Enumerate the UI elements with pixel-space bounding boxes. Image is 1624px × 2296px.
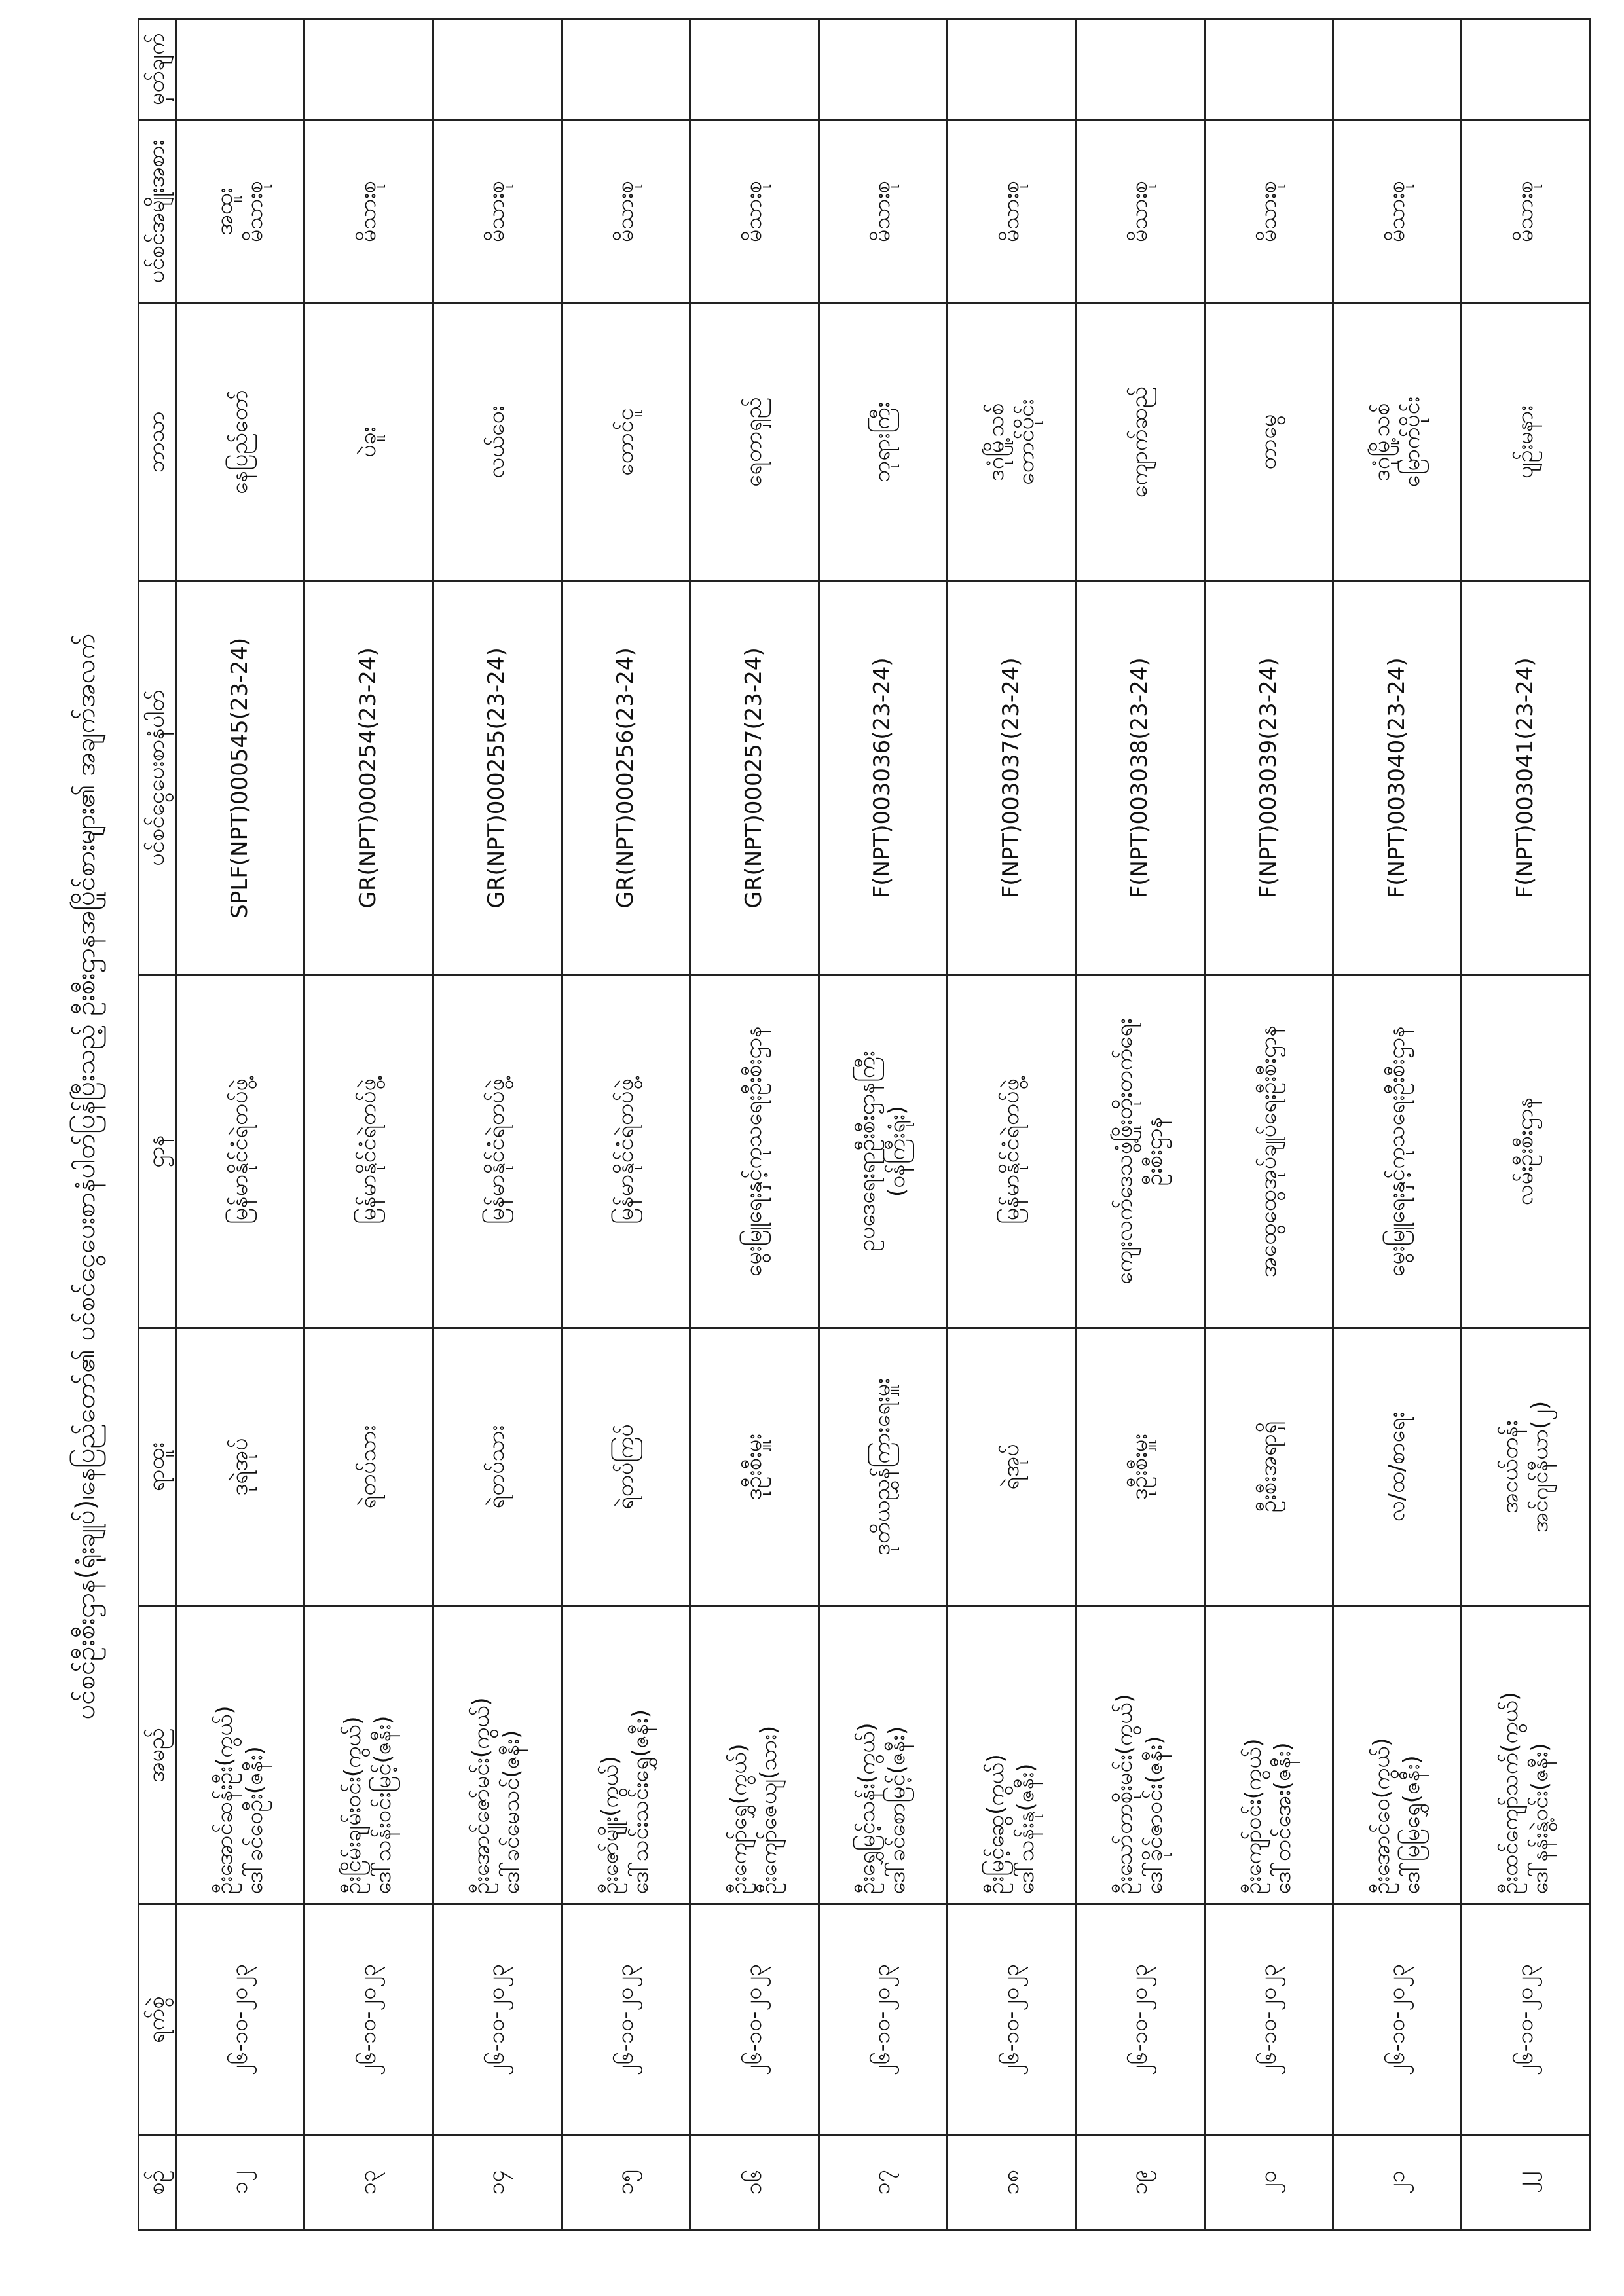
- cell-no: ၂၀: [1204, 2135, 1333, 2229]
- cell-no: ၁၃: [304, 2135, 433, 2229]
- cell-name: ဦးအောင်ဆန်းဦး(ကွယ်) ဒေါ်ခင်ဝေဦး(ဇနီး): [175, 1606, 304, 1904]
- cell-course: ဘုရားကြီး: [819, 303, 947, 581]
- cell-remark: [948, 19, 1076, 120]
- cell-no: ၁၆: [690, 2135, 819, 2229]
- cell-remark: [1076, 19, 1204, 120]
- cell-date: ၂၆-၁၀-၂၀၂၃: [1462, 1904, 1591, 2135]
- cell-no: ၁၉: [1076, 2135, 1204, 2229]
- table-row: [948, 19, 1076, 2230]
- cell-name: ဦးကျော်ရွှေ(ကွယ်) ဦးကျော်ဇေယျ(သား): [690, 1606, 819, 1904]
- table-row: [1333, 19, 1462, 2230]
- header-date: ရက်စွဲ: [139, 1904, 176, 2135]
- table-row: [561, 19, 690, 2230]
- cell-type: မိသားစု: [1462, 120, 1591, 302]
- cell-type: မိသားစု: [561, 120, 690, 302]
- cell-dept: မြန်မာနိုင်ငံရဲတပ်ဖွဲ့: [561, 975, 690, 1328]
- cell-remark: [819, 19, 947, 120]
- cell-no: ၂၂: [1462, 2135, 1591, 2229]
- cell-remark: [433, 19, 561, 120]
- cell-dept: ကျေးလက်ဒေသဖွံ့ဖြိုးတိုးတက်ရေး ဦးစီးဌာန: [1076, 975, 1204, 1328]
- cell-dept: မြန်မာနိုင်ငံရဲတပ်ဖွဲ့: [433, 975, 561, 1328]
- cell-ref: F(NPT)003040(23-24): [1333, 581, 1462, 975]
- cell-no: ၂၁: [1333, 2135, 1462, 2229]
- cell-course: ပျဉ်းမနား: [1462, 303, 1591, 581]
- table-row: [819, 19, 947, 2230]
- cell-course: လယ်ဝေး: [433, 303, 561, 581]
- cell-ref: F(NPT)003037(23-24): [948, 581, 1076, 975]
- header-remark: မှတ်ချက်: [139, 19, 176, 120]
- cell-name: ဦးရွှေမြင့်သန်း(ကွယ်) ဒေါ်ခင်စောမြင့်(ဇနီး): [819, 1606, 947, 1904]
- document-title: ပင်စင်ဦးစီးဌာန(ရုံးချုပ်)၊နေပြည်တော်၏ ပင်စင်ငွေပေးစာနံပါတ်ပြန်ပြီးသည့် ဦးစီးဌာနအပြိုင်စားများ၏ အချက်အလက်: [71, 633, 101, 1720]
- cell-no: ၁၂: [175, 2135, 304, 2229]
- header-course: ဘာသာ: [139, 303, 176, 581]
- cell-rank: ရဲအုပ်: [948, 1328, 1076, 1606]
- cell-ref: GR(NPT)000256(23-24): [561, 581, 690, 975]
- table-header-row: [139, 19, 176, 2230]
- cell-course: နေပြည်တော်: [175, 303, 304, 581]
- cell-dept: မွေးမြူရေးနှင့်ကုသရေးဦးစီးဌာန: [1333, 975, 1462, 1328]
- header-rank: ရာထူး: [139, 1328, 176, 1606]
- cell-course: ဒဂုံမြို့သစ် တောင်ပိုင်း: [948, 303, 1076, 581]
- cell-ref: GR(NPT)000254(23-24): [304, 581, 433, 975]
- table-row: [175, 19, 304, 2230]
- table-row: [690, 19, 819, 2230]
- cell-type: မိသားစု: [948, 120, 1076, 302]
- cell-no: ၁၅: [561, 2135, 690, 2229]
- cell-course: တောင်ငူ: [561, 303, 690, 581]
- cell-type: မိသားစု: [433, 120, 561, 302]
- cell-date: ၂၆-၁၀-၂၀၂၃: [175, 1904, 304, 2135]
- cell-course: ဒဂုံမြို့သစ် မြောက်ပိုင်း: [1333, 303, 1462, 581]
- cell-name: ဦးထင်ကျော်သက်(ကွယ်) ဒေါ်နန်းနွဲ့ဝင်း(ဇနီး): [1462, 1606, 1591, 1904]
- cell-type: မိသားစု: [304, 120, 433, 302]
- header-no: စဉ်: [139, 2135, 176, 2229]
- cell-name: ဦးမြင့်ဆွေ(ကွယ်) ဒေါ်သန်းနု(ဇနီး): [948, 1606, 1076, 1904]
- cell-dept: အထွေထွေအုပ်ချုပ်ရေးဦးစီးဌာန: [1204, 975, 1333, 1328]
- cell-date: ၂၆-၁၀-၂၀၂၃: [1333, 1904, 1462, 2135]
- cell-name: ဦးငြိမ်းချမ်းဝင်း(ကွယ်) ဒေါ်သန်းဝင်းမြင့်(ဇနီး): [304, 1606, 433, 1904]
- cell-date: ၂၆-၁၀-၂၀၂၃: [433, 1904, 561, 2135]
- cell-rank: ဒုရဲအုပ်: [175, 1328, 304, 1606]
- cell-name: ဦးဇော်မျိုး(ကွယ်) ဒေါ်သင်းသင်းရွှေ(ဇနီး): [561, 1606, 690, 1904]
- cell-name: ဦးအောင်ဇော်မင်း(ကွယ်) ဒေါ်ခင်မေသင်(ဇနီး): [433, 1606, 561, 1904]
- header-type: ပင်စင်အမျိုးအစား: [139, 120, 176, 302]
- header-ref: ပင်စင်ငွေပေးစာနံပါတ်: [139, 581, 176, 975]
- cell-remark: [1204, 19, 1333, 120]
- cell-rank: ဦးစီးအရာရှိ: [1204, 1328, 1333, 1606]
- cell-type: မိသားစု: [1076, 120, 1204, 302]
- cell-dept: မွေးမြူရေးနှင့်ကုသရေးဦးစီးဌာန: [690, 975, 819, 1328]
- cell-dept: မြန်မာနိုင်ငံရဲတပ်ဖွဲ့: [304, 975, 433, 1328]
- table-body: [175, 19, 1590, 2230]
- cell-remark: [1462, 19, 1591, 120]
- cell-rank: ဒုဦးစီးမှူး: [690, 1328, 819, 1606]
- table-row: [304, 19, 433, 2230]
- cell-course: တာမွေ: [1204, 303, 1333, 581]
- cell-dept: မြန်မာနိုင်ငံရဲတပ်ဖွဲ့: [948, 975, 1076, 1328]
- cell-rank: ဒုဦးစီးမှူး: [1076, 1328, 1204, 1606]
- pension-table: [138, 18, 1591, 2231]
- cell-name: ဦးအောင်ဝေ(ကွယ်) ဒေါ်မြမြရွှေ(ဇနီး): [1333, 1606, 1462, 1904]
- cell-course: ပဲခူး: [304, 303, 433, 581]
- cell-date: ၂၆-၁၀-၂၀၂၃: [561, 1904, 690, 2135]
- pension-table-wrapper: [138, 18, 1591, 2231]
- cell-remark: [304, 19, 433, 120]
- cell-date: ၂၆-၁၀-၂၀၂၃: [819, 1904, 947, 2135]
- header-name: အမည်: [139, 1606, 176, 1904]
- cell-no: ၁၄: [433, 2135, 561, 2229]
- cell-date: ၂၆-၁၀-၂၀၂၃: [690, 1904, 819, 2135]
- cell-rank: ဒုတိယညွှန်ကြားရေးမှူး: [819, 1328, 947, 1606]
- cell-ref: GR(NPT)000257(23-24): [690, 581, 819, 975]
- cell-dept: မြန်မာနိုင်ငံရဲတပ်ဖွဲ့: [175, 975, 304, 1328]
- cell-course: ကျောက်ဆည်: [1076, 303, 1204, 581]
- cell-ref: F(NPT)003038(23-24): [1076, 581, 1204, 975]
- cell-rank: ရဲတပ်ကြပ်: [561, 1328, 690, 1606]
- cell-dept: ဥပဒေရေးရာဦးစီးဌာနကြီး (ဝန်ကြီးရုံး): [819, 975, 947, 1328]
- cell-remark: [561, 19, 690, 120]
- cell-date: ၂၆-၁၀-၂၀၂၃: [948, 1904, 1076, 2135]
- table-row: [433, 19, 561, 2230]
- cell-ref: F(NPT)003039(23-24): [1204, 581, 1333, 975]
- cell-course: ရေတာရှည်: [690, 303, 819, 581]
- cell-ref: GR(NPT)000255(23-24): [433, 581, 561, 975]
- cell-dept: လမ်းဦးစီးဌာန: [1462, 975, 1591, 1328]
- cell-type: မိသားစု: [819, 120, 947, 302]
- table-row: [1204, 19, 1333, 2230]
- cell-remark: [690, 19, 819, 120]
- cell-rank: အငယ်တန်း အင်ဂျင်နီယာ(၂): [1462, 1328, 1591, 1606]
- cell-date: ၂၆-၁၀-၂၀၂၃: [1076, 1904, 1204, 2135]
- cell-name: ဦးကျော်ဝင်း(ကွယ်) ဒေါ်တင်အေး(ဇနီး): [1204, 1606, 1333, 1904]
- cell-no: ၁၈: [948, 2135, 1076, 2229]
- table-row: [1462, 19, 1591, 2230]
- cell-type: အထူး မိသားစု: [175, 120, 304, 302]
- header-dept: ဌာန: [139, 975, 176, 1328]
- cell-date: ၂၆-၁၀-၂၀၂၃: [1204, 1904, 1333, 2135]
- cell-rank: ရဲတပ်သား: [304, 1328, 433, 1606]
- table-row: [1076, 19, 1204, 2230]
- cell-rank: ရဲတပ်သား: [433, 1328, 561, 1606]
- cell-name: ဦးသော်တာစိုးမင်း(ကွယ်) ဒေါ်ခိုင်ဇာဝင်း(ဇနီး): [1076, 1606, 1204, 1904]
- cell-type: မိသားစု: [1333, 120, 1462, 302]
- cell-ref: SPLF(NPT)000545(23-24): [175, 581, 304, 975]
- cell-date: ၂၆-၁၀-၂၀၂၃: [304, 1904, 433, 2135]
- cell-remark: [1333, 19, 1462, 120]
- cell-rank: လ/ထ/စာရေး: [1333, 1328, 1462, 1606]
- cell-remark: [175, 19, 304, 120]
- cell-ref: F(NPT)003036(23-24): [819, 581, 947, 975]
- cell-ref: F(NPT)003041(23-24): [1462, 581, 1591, 975]
- cell-no: ၁၇: [819, 2135, 947, 2229]
- cell-type: မိသားစု: [690, 120, 819, 302]
- cell-type: မိသားစု: [1204, 120, 1333, 302]
